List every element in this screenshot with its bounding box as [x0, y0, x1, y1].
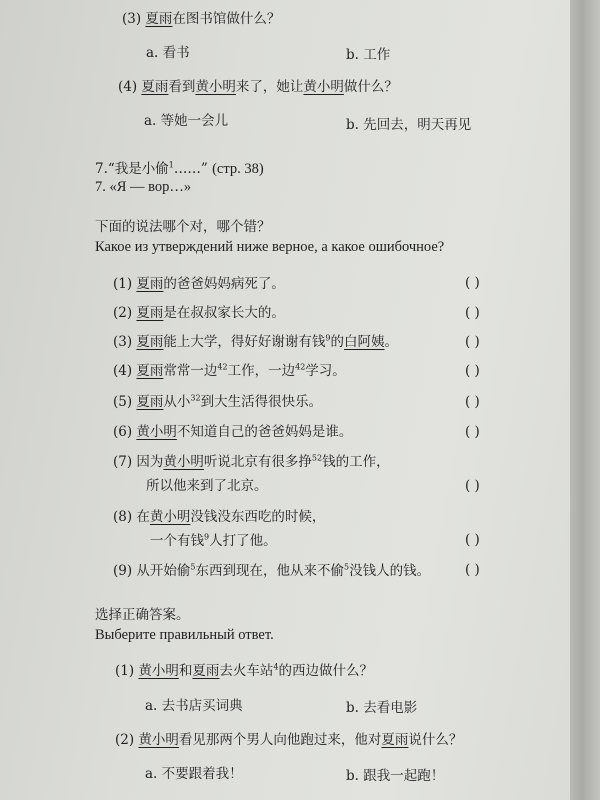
name-bai-ayi: 白阿姨 [344, 334, 385, 350]
name-huangxiaoming: 黄小明 [138, 663, 179, 679]
question-number: (3) [122, 11, 142, 27]
item-number: (3) [113, 334, 133, 350]
choose-q1-option-a: a. 去书店买词典 [145, 698, 243, 714]
name-huangxiaoming: 黄小明 [303, 79, 344, 95]
text-fragment: 没钱人的钱。 [349, 563, 431, 579]
footnote-mark: 1 [168, 160, 174, 170]
tf-item-8-line2 [150, 532, 277, 550]
item-number: (7) [113, 454, 133, 470]
name-xiayu: 夏雨 [141, 79, 169, 95]
question-text: 在图书馆做什么？ [172, 11, 281, 27]
name-xiayu: 夏雨 [192, 663, 220, 679]
text-fragment: 能上大学，得好好谢谢有钱 [163, 334, 326, 350]
footnote-mark: 9 [204, 532, 210, 542]
name-huangxiaoming: 黄小明 [163, 454, 204, 470]
item-text: 是在叔叔家长大的。 [163, 305, 285, 321]
answer-blank: ( ) [465, 363, 480, 379]
prev-q4-option-b: b. 先回去，明天再见 [346, 117, 472, 133]
answer-blank: ( ) [465, 478, 480, 494]
name-xiayu: 夏雨 [136, 305, 164, 321]
chapter-title-zh [95, 160, 264, 178]
tf-item-4 [113, 362, 346, 380]
text-fragment: 工作，一边 [227, 363, 296, 379]
text-fragment: 来了，她让 [235, 79, 304, 95]
choose-instruction-zh: 选择正确答案。 [95, 607, 190, 623]
answer-blank: ( ) [465, 562, 480, 578]
item-text: 不知道自己的爸爸妈妈是谁。 [176, 424, 353, 440]
answer-blank: ( ) [465, 275, 480, 291]
footnote-mark: 52 [311, 453, 323, 463]
text-fragment: 说什么？ [408, 732, 463, 748]
text-fragment: 没钱没东西吃的时候， [190, 509, 326, 525]
tf-instruction-zh: 下面的说法哪个对，哪个错？ [95, 219, 271, 235]
prev-q3-option-a: a. 看书 [146, 45, 190, 61]
text-fragment: 从开始偷 [136, 563, 191, 579]
item-number: (1) [113, 276, 133, 292]
tf-item-7-line2: 所以他来到了北京。 [146, 478, 268, 494]
choose-q2-option-b: b. 跟我一起跑！ [346, 768, 445, 784]
text-fragment: 学习。 [305, 363, 346, 379]
prev-q3-option-b: b. 工作 [346, 47, 391, 63]
answer-blank: ( ) [465, 305, 480, 321]
text-fragment: 看见那两个男人向他跑过来，他对 [178, 732, 382, 748]
name-xiayu: 夏雨 [381, 732, 409, 748]
name-huangxiaoming: 黄小明 [138, 732, 179, 748]
footnote-mark: 4 [273, 662, 279, 672]
text-fragment: 和 [178, 663, 193, 679]
item-text: 的爸爸妈妈病死了。 [163, 276, 285, 292]
text-fragment: 从小 [163, 394, 191, 410]
tf-instruction-ru: Какое из утверждений ниже верное, а какое ошибочное? [95, 239, 445, 255]
text-fragment: 的西边做什么？ [278, 663, 374, 679]
question-number: (4) [118, 79, 138, 95]
name-huangxiaoming: 黄小明 [149, 509, 191, 525]
name-xiayu: 夏雨 [145, 11, 173, 27]
item-number: (9) [113, 563, 133, 579]
footnote-mark: 32 [190, 393, 201, 403]
tf-item-8 [113, 508, 325, 526]
item-number: (2) [113, 305, 133, 321]
text-fragment: 在 [136, 509, 150, 525]
answer-blank: ( ) [465, 334, 480, 350]
text-fragment: 因为 [136, 454, 164, 470]
chapter-title-ru: 7. «Я — вор…» [95, 179, 192, 195]
name-xiayu: 夏雨 [136, 334, 164, 350]
name-huangxiaoming: 黄小明 [195, 79, 236, 95]
text-fragment: 7.“我是小偷 [95, 161, 169, 177]
tf-item-9 [113, 562, 430, 580]
text-fragment: ……” [173, 161, 208, 177]
name-xiayu: 夏雨 [136, 394, 164, 410]
footnote-mark: 42 [217, 362, 228, 372]
text-fragment: 听说北京有很多挣 [203, 454, 312, 470]
text-fragment: 的 [330, 334, 345, 350]
tf-item-2 [113, 304, 285, 322]
footnote-mark: 42 [295, 362, 306, 372]
text-fragment: 人打了他。 [209, 533, 277, 549]
choose-question-1 [115, 662, 373, 680]
footnote-mark: 5 [190, 562, 196, 572]
footnote-mark: 9 [325, 333, 331, 343]
text-fragment: 钱的工作， [322, 454, 390, 470]
text-fragment: 到大生活得很快乐。 [200, 394, 323, 410]
item-number: (5) [113, 394, 133, 410]
text-fragment: 做什么？ [343, 79, 398, 95]
item-number: (8) [113, 509, 133, 525]
tf-item-6 [113, 423, 352, 441]
choose-instruction-ru: Выберите правильный ответ. [95, 627, 274, 643]
name-xiayu: 夏雨 [136, 363, 164, 379]
text-fragment: 去火车站 [219, 663, 274, 679]
text-fragment: 。 [384, 334, 399, 350]
name-xiayu: 夏雨 [136, 276, 164, 292]
tf-item-1 [113, 275, 285, 293]
footnote-mark: 5 [344, 562, 350, 572]
item-number: (6) [113, 424, 133, 440]
text-fragment: 常常一边 [163, 363, 218, 379]
prev-question-4 [118, 78, 398, 96]
item-number: (4) [113, 363, 133, 379]
tf-item-3 [113, 333, 398, 351]
question-number: (1) [115, 663, 135, 679]
answer-blank: ( ) [465, 424, 480, 440]
text-fragment: 东西到现在，他从来不偷 [195, 563, 345, 579]
answer-blank: ( ) [465, 532, 480, 548]
choose-q2-option-a: a. 不要跟着我！ [145, 766, 243, 782]
answer-blank: ( ) [465, 394, 480, 410]
tf-item-5 [113, 393, 322, 411]
prev-q4-option-a: a. 等她一会儿 [144, 113, 229, 129]
choose-q1-option-b: b. 去看电影 [346, 700, 418, 716]
text-fragment: 看到 [168, 79, 196, 95]
text-fragment: 一个有钱 [150, 533, 204, 549]
prev-question-3 [122, 10, 280, 28]
tf-item-7 [113, 453, 390, 471]
name-huangxiaoming: 黄小明 [136, 424, 177, 440]
book-page-edge [570, 0, 600, 800]
question-number: (2) [115, 732, 135, 748]
page-reference: (стр. 38) [212, 161, 264, 177]
choose-question-2 [115, 731, 462, 749]
